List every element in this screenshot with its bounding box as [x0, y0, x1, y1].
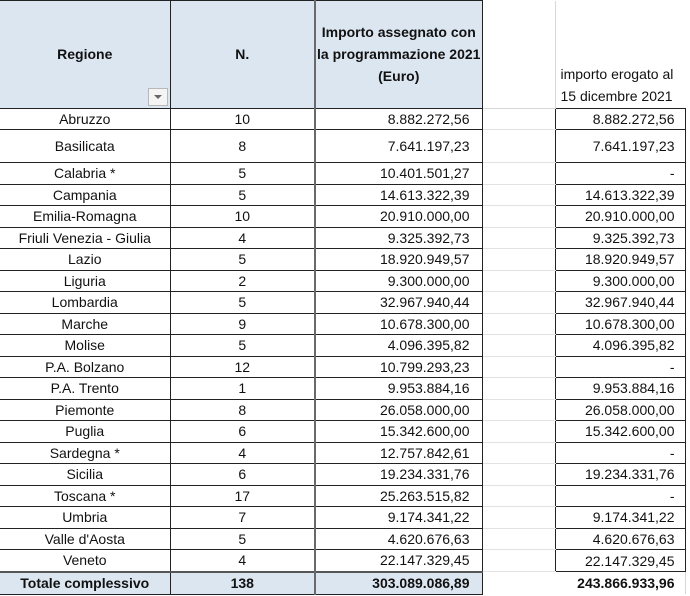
erogato-cell[interactable] — [555, 356, 685, 378]
erogato-value: 26.058.000,00 — [584, 401, 675, 418]
erogato-value: 20.910.000,00 — [584, 208, 675, 225]
erogato-value: 9.300.000,00 — [592, 272, 675, 289]
table-row — [0, 163, 690, 185]
n-value: 8 — [238, 401, 247, 418]
regione-value: Marche — [61, 315, 109, 332]
header-erogato-label: importo erogato al 15 dicembre 2021 — [560, 65, 674, 104]
importo-value: 15.342.600,00 — [379, 423, 470, 440]
erogato-value: - — [669, 165, 675, 182]
empty-cell[interactable] — [482, 572, 555, 595]
erogato-cell[interactable] — [555, 335, 685, 357]
table-row — [0, 399, 690, 421]
empty-cell[interactable] — [482, 249, 555, 271]
n-value: 12 — [234, 358, 251, 375]
table-row — [0, 313, 690, 335]
n-value: 5 — [238, 530, 247, 547]
importo-value: 18.920.949,57 — [379, 251, 470, 268]
regione-cell[interactable] — [0, 163, 170, 185]
n-value: 8 — [238, 138, 247, 154]
empty-cell[interactable] — [482, 378, 555, 400]
empty-cell[interactable] — [482, 1, 555, 109]
regione-cell[interactable] — [0, 356, 170, 378]
table-row — [0, 356, 690, 378]
n-cell[interactable] — [170, 184, 315, 206]
importo-cell[interactable] — [315, 163, 482, 185]
empty-cell[interactable] — [482, 356, 555, 378]
erogato-value: - — [669, 358, 675, 375]
n-value: 6 — [238, 466, 247, 483]
empty-cell[interactable] — [482, 528, 555, 550]
regione-value: P.A. Trento — [50, 380, 119, 397]
regione-value: Lazio — [68, 251, 102, 268]
n-cell[interactable] — [170, 270, 315, 292]
total-n: 138 — [230, 575, 254, 591]
table-row — [0, 270, 690, 292]
dropdown-arrow-icon — [154, 95, 162, 99]
n-value: 4 — [238, 444, 247, 461]
importo-value: 14.613.322,39 — [379, 186, 470, 203]
header-n-label: N. — [235, 46, 250, 63]
n-cell[interactable] — [170, 550, 315, 572]
empty-cell[interactable] — [482, 163, 555, 185]
erogato-cell[interactable] — [555, 550, 685, 572]
erogato-cell[interactable] — [555, 464, 685, 486]
header-importo-label: Importo assegnato con la programmazione 2021 (Euro) — [317, 24, 481, 85]
regione-cell[interactable] — [0, 378, 170, 400]
n-cell[interactable] — [170, 421, 315, 443]
n-cell[interactable] — [170, 356, 315, 378]
importo-value: 10.401.501,27 — [379, 165, 470, 182]
regione-value: Abruzzo — [59, 110, 111, 127]
table-row — [0, 378, 690, 400]
n-value: 6 — [238, 423, 247, 440]
n-value: 5 — [238, 165, 247, 182]
erogato-value: 14.613.322,39 — [584, 186, 675, 203]
regione-cell[interactable] — [0, 507, 170, 529]
regione-value: Emilia-Romagna — [33, 208, 137, 225]
empty-cell[interactable] — [482, 335, 555, 357]
importo-value: 22.147.329,45 — [379, 552, 470, 569]
header-row — [0, 1, 690, 109]
erogato-value: 22.147.329,45 — [584, 552, 675, 569]
regione-value: Sicilia — [66, 466, 104, 483]
erogato-value: 10.678.300,00 — [584, 315, 675, 332]
n-value: 9 — [238, 315, 247, 332]
n-cell[interactable] — [170, 163, 315, 185]
header-n-cell[interactable] — [170, 1, 315, 109]
importo-value: 26.058.000,00 — [379, 401, 470, 418]
erogato-cell[interactable] — [555, 442, 685, 464]
regione-cell[interactable] — [0, 421, 170, 443]
regione-value: Calabria * — [54, 165, 116, 182]
regione-cell[interactable] — [0, 184, 170, 206]
empty-cell[interactable] — [482, 227, 555, 249]
n-cell[interactable] — [170, 442, 315, 464]
total-label: Totale complessivo — [20, 575, 150, 591]
table-row — [0, 442, 690, 464]
regione-cell[interactable] — [0, 335, 170, 357]
total-n-cell[interactable] — [170, 572, 315, 595]
importo-cell[interactable] — [315, 249, 482, 271]
empty-cell[interactable] — [482, 442, 555, 464]
n-cell[interactable] — [170, 528, 315, 550]
table-row — [0, 292, 690, 314]
n-value: 5 — [238, 294, 247, 311]
erogato-value: 4.620.676,63 — [592, 530, 675, 547]
table-row — [0, 249, 690, 271]
table-row — [0, 335, 690, 357]
importo-cell[interactable] — [315, 485, 482, 507]
importo-value: 9.325.392,73 — [387, 229, 470, 246]
table-row — [0, 108, 690, 130]
n-cell[interactable] — [170, 249, 315, 271]
erogato-cell[interactable] — [555, 130, 685, 163]
total-row — [0, 572, 690, 595]
regione-value: Sardegna * — [49, 444, 120, 461]
regione-cell[interactable] — [0, 464, 170, 486]
table-row — [0, 227, 690, 249]
empty-cell[interactable] — [482, 507, 555, 529]
empty-cell[interactable] — [482, 206, 555, 228]
erogato-value: 9.174.341,22 — [592, 509, 675, 526]
empty-cell[interactable] — [482, 130, 555, 163]
regione-value: Valle d'Aosta — [44, 530, 125, 547]
n-value: 4 — [238, 229, 247, 246]
importo-value: 32.967.940,44 — [379, 294, 470, 311]
erogato-value: 8.882.272,56 — [592, 110, 675, 127]
erogato-value: 15.342.600,00 — [584, 423, 675, 440]
filter-dropdown-button[interactable] — [148, 88, 168, 106]
regione-value: Puglia — [65, 423, 105, 440]
total-importo: 303.089.086,89 — [372, 575, 470, 591]
table-row — [0, 184, 690, 206]
importo-cell[interactable] — [315, 313, 482, 335]
erogato-cell[interactable] — [555, 292, 685, 314]
table-row — [0, 528, 690, 550]
importo-value: 4.096.395,82 — [387, 337, 470, 354]
table-row — [0, 206, 690, 228]
erogato-value: - — [669, 444, 675, 461]
n-cell[interactable] — [170, 399, 315, 421]
importo-cell[interactable] — [315, 399, 482, 421]
erogato-cell[interactable] — [555, 485, 685, 507]
n-value: 10 — [234, 208, 251, 225]
n-value: 4 — [238, 552, 247, 569]
table-row — [0, 507, 690, 529]
total-label-cell[interactable] — [0, 572, 170, 595]
total-erogato-cell[interactable] — [555, 572, 685, 595]
regione-value: Friuli Venezia - Giulia — [18, 229, 151, 246]
importo-value: 9.953.884,16 — [387, 380, 470, 397]
importo-value: 7.641.197,23 — [387, 138, 470, 154]
n-value: 2 — [238, 272, 247, 289]
importo-value: 10.678.300,00 — [379, 315, 470, 332]
n-value: 5 — [238, 251, 247, 268]
regione-value: Liguria — [63, 272, 106, 289]
n-cell[interactable] — [170, 227, 315, 249]
n-cell[interactable] — [170, 335, 315, 357]
importo-value: 9.300.000,00 — [387, 272, 470, 289]
regione-value: P.A. Bolzano — [45, 358, 125, 375]
erogato-value: 32.967.940,44 — [584, 294, 675, 311]
n-cell[interactable] — [170, 485, 315, 507]
regione-cell[interactable] — [0, 442, 170, 464]
table-row — [0, 421, 690, 443]
regione-value: Veneto — [62, 552, 107, 569]
importo-cell[interactable] — [315, 528, 482, 550]
regione-cell[interactable] — [0, 108, 170, 130]
erogato-value: 9.325.392,73 — [592, 229, 675, 246]
header-regione-cell[interactable] — [0, 1, 170, 109]
importo-cell[interactable] — [315, 464, 482, 486]
n-value: 5 — [238, 186, 247, 203]
n-cell[interactable] — [170, 378, 315, 400]
empty-cell[interactable] — [482, 292, 555, 314]
n-value: 5 — [238, 337, 247, 354]
erogato-value: 4.096.395,82 — [592, 337, 675, 354]
regione-value: Piemonte — [55, 401, 115, 418]
regione-cell[interactable] — [0, 528, 170, 550]
importo-cell[interactable] — [315, 270, 482, 292]
erogato-cell[interactable] — [555, 399, 685, 421]
importo-cell[interactable] — [315, 378, 482, 400]
erogato-value: 18.920.949,57 — [584, 251, 675, 268]
table-row — [0, 550, 690, 572]
erogato-cell[interactable] — [555, 184, 685, 206]
erogato-cell[interactable] — [555, 528, 685, 550]
regione-cell[interactable] — [0, 399, 170, 421]
regione-value: Umbria — [62, 509, 108, 526]
importo-value: 12.757.842,61 — [379, 444, 470, 461]
importo-cell[interactable] — [315, 356, 482, 378]
erogato-cell[interactable] — [555, 163, 685, 185]
header-importo-cell[interactable] — [315, 1, 482, 109]
empty-cell[interactable] — [482, 421, 555, 443]
importo-cell[interactable] — [315, 206, 482, 228]
importo-value: 25.263.515,82 — [379, 487, 470, 504]
empty-cell[interactable] — [482, 550, 555, 572]
importo-cell[interactable] — [315, 442, 482, 464]
importo-cell[interactable] — [315, 108, 482, 130]
regione-cell[interactable] — [0, 249, 170, 271]
total-erogato: 243.866.933,96 — [577, 575, 675, 591]
erogato-value: 9.953.884,16 — [592, 380, 675, 397]
empty-cell[interactable] — [482, 108, 555, 130]
regione-value: Campania — [52, 186, 117, 203]
erogato-value: 7.641.197,23 — [592, 138, 675, 154]
regione-cell[interactable] — [0, 206, 170, 228]
importo-value: 9.174.341,22 — [387, 509, 470, 526]
importo-cell[interactable] — [315, 335, 482, 357]
n-cell[interactable] — [170, 507, 315, 529]
erogato-cell[interactable] — [555, 507, 685, 529]
n-value: 1 — [238, 380, 247, 397]
empty-cell[interactable] — [482, 184, 555, 206]
empty-cell[interactable] — [482, 399, 555, 421]
erogato-cell[interactable] — [555, 249, 685, 271]
table-row — [0, 464, 690, 486]
regione-cell[interactable] — [0, 313, 170, 335]
importo-value: 19.234.331,76 — [379, 466, 470, 483]
importo-cell[interactable] — [315, 227, 482, 249]
erogato-cell[interactable] — [555, 108, 685, 130]
erogato-cell[interactable] — [555, 313, 685, 335]
regione-value: Toscana * — [54, 487, 116, 504]
erogato-cell[interactable] — [555, 270, 685, 292]
erogato-cell[interactable] — [555, 421, 685, 443]
importo-cell[interactable] — [315, 550, 482, 572]
importo-cell[interactable] — [315, 507, 482, 529]
n-cell[interactable] — [170, 206, 315, 228]
n-value: 17 — [234, 487, 251, 504]
n-cell[interactable] — [170, 108, 315, 130]
importo-value: 10.799.293,23 — [379, 358, 470, 375]
erogato-value: 19.234.331,76 — [584, 466, 675, 483]
empty-cell[interactable] — [482, 313, 555, 335]
regione-cell[interactable] — [0, 292, 170, 314]
header-regione-label: Regione — [57, 46, 113, 63]
erogato-value: - — [669, 487, 675, 504]
regione-value: Basilicata — [54, 138, 115, 154]
n-cell[interactable] — [170, 130, 315, 163]
importo-value: 8.882.272,56 — [387, 110, 470, 127]
n-cell[interactable] — [170, 292, 315, 314]
table-row — [0, 130, 690, 163]
n-value: 7 — [238, 509, 247, 526]
regione-cell[interactable] — [0, 270, 170, 292]
empty-cell[interactable] — [482, 485, 555, 507]
erogato-cell[interactable] — [555, 206, 685, 228]
erogato-cell[interactable] — [555, 227, 685, 249]
importo-value: 20.910.000,00 — [379, 208, 470, 225]
n-cell[interactable] — [170, 464, 315, 486]
header-erogato-cell[interactable] — [555, 1, 685, 109]
n-cell[interactable] — [170, 313, 315, 335]
table-row — [0, 485, 690, 507]
regione-cell[interactable] — [0, 227, 170, 249]
importo-cell[interactable] — [315, 130, 482, 163]
importo-cell[interactable] — [315, 421, 482, 443]
importo-cell[interactable] — [315, 184, 482, 206]
empty-cell[interactable] — [482, 270, 555, 292]
importo-cell[interactable] — [315, 292, 482, 314]
regione-cell[interactable] — [0, 550, 170, 572]
importo-value: 4.620.676,63 — [387, 530, 470, 547]
n-value: 10 — [234, 110, 251, 127]
regione-value: Molise — [64, 337, 105, 354]
empty-cell[interactable] — [482, 464, 555, 486]
regione-cell[interactable] — [0, 130, 170, 163]
erogato-cell[interactable] — [555, 378, 685, 400]
regione-value: Lombardia — [51, 294, 118, 311]
regione-cell[interactable] — [0, 485, 170, 507]
total-importo-cell[interactable] — [315, 572, 482, 595]
